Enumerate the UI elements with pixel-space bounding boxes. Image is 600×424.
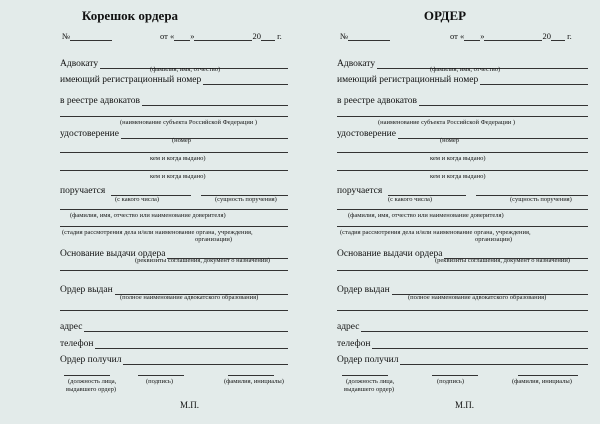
entrusted-row[interactable] [337,182,588,196]
issued-caption-2: кем и когда выдано) [150,173,206,180]
reg-label: имеющий регистрационный номер [60,75,202,85]
signature-sig-line[interactable] [138,375,184,376]
from-caption: (с какого числа) [388,196,433,203]
subject-line[interactable] [337,116,588,117]
date-year: 20 [252,31,261,41]
reg-label: имеющий регистрационный номер [337,75,479,85]
essence-caption: (сущность поручения) [510,196,572,203]
stage-caption-1: (стадия рассмотрения дела и/или наименование органа, учреждения, [340,229,531,236]
issued-caption-2: кем и когда выдано) [430,173,486,180]
advocate-caption: (фамилия, имя, отчество) [430,66,501,73]
position-sig-line[interactable] [64,375,110,376]
issued-by-caption: (полное наименование адвокатского образования) [408,294,547,301]
number-prefix: № [62,31,71,41]
stub-number[interactable] [62,31,112,41]
reg-row[interactable] [60,71,288,85]
received-row[interactable] [60,351,288,365]
date-year: 20 [542,31,551,41]
basis-label: Основание выдачи ордера [60,249,166,259]
received-label: Ордер получил [60,355,122,365]
name-sig-line[interactable] [228,375,274,376]
stub-date[interactable] [160,31,282,41]
order [300,0,600,424]
id-caption: (номер [172,137,192,144]
order-number[interactable] [340,31,390,41]
basis-line-2[interactable] [337,270,588,271]
issued-line-2[interactable] [60,170,288,171]
basis-caption: (реквизиты соглашения, документ о назначении) [135,257,270,264]
essence-caption: (сущность поручения) [215,196,277,203]
received-label: Ордер получил [337,355,399,365]
stamp-label: М.П. [180,400,200,410]
order-date[interactable] [450,31,572,41]
subject-caption: (наименование субъекта Российской Федерации ) [120,119,258,126]
received-row[interactable] [337,351,588,365]
registry-label: в реестре адвокатов [337,96,418,106]
id-caption: (номер [440,137,460,144]
advocate-label: Адвокату [337,59,376,69]
issued-by-line-2[interactable] [60,310,288,311]
registry-row[interactable] [337,92,588,106]
address-row[interactable] [60,318,288,332]
sig-position-2: выдавшего ордер) [66,386,116,393]
issued-line-2[interactable] [337,170,588,171]
subject-caption: (наименование субъекта Российской Федерации ) [378,119,516,126]
from-caption: (с какого числа) [115,196,160,203]
date-mid: » [190,31,195,41]
stage-caption-1: (стадия рассмотрения дела и/или наименование органа, учреждения, [62,229,253,236]
address-label: адрес [60,322,83,332]
stage-caption-2: организации) [475,236,513,243]
principal-caption: (фамилия, имя, отчество или наименование доверителя) [348,212,504,219]
signature-sig-line[interactable] [432,375,478,376]
entrusted-label: поручается [60,186,106,196]
id-row[interactable] [337,125,588,139]
phone-row[interactable] [337,335,588,349]
sig-signature: (подпись) [437,378,464,385]
id-label: удостоверение [60,129,119,139]
advocate-caption: (фамилия, имя, отчество) [150,66,221,73]
principal-caption: (фамилия, имя, отчество или наименование доверителя) [70,212,226,219]
stamp-label: М.П. [455,400,475,410]
principal-line[interactable] [60,209,288,210]
date-suffix: г. [567,31,572,41]
sig-position-2: выдавшего ордер) [344,386,394,393]
date-prefix: от « [450,31,465,41]
sig-signature: (подпись) [146,378,173,385]
number-prefix: № [340,31,349,41]
stage-line[interactable] [60,226,288,227]
sig-name: (фамилия, инициалы) [224,378,284,385]
issued-by-caption: (полное наименование адвокатского образования) [120,294,259,301]
sig-name: (фамилия, инициалы) [512,378,572,385]
entrusted-row[interactable] [60,182,288,196]
issued-by-row[interactable] [337,281,588,295]
stub-title: Корешок ордера [81,8,179,23]
issued-caption: кем и когда выдано) [150,155,206,162]
principal-line[interactable] [337,209,588,210]
date-prefix: от « [160,31,175,41]
name-sig-line[interactable] [518,375,578,376]
basis-label: Основание выдачи ордера [337,249,443,259]
stage-line[interactable] [337,226,588,227]
phone-row[interactable] [60,335,288,349]
issued-by-label: Ордер выдан [337,285,390,295]
sig-position-1: (должность лица, [68,378,117,385]
date-mid: » [480,31,485,41]
advocate-label: Адвокату [60,59,99,69]
reg-row[interactable] [337,71,588,85]
issued-line[interactable] [337,152,588,153]
phone-label: телефон [337,339,371,349]
issued-by-row[interactable] [60,281,288,295]
stage-caption-2: организации) [195,236,233,243]
date-suffix: г. [277,31,282,41]
entrusted-label: поручается [337,186,383,196]
phone-label: телефон [60,339,94,349]
sig-position-1: (должность лица, [346,378,395,385]
address-label: адрес [337,322,360,332]
issued-line[interactable] [60,152,288,153]
id-label: удостоверение [337,129,396,139]
issued-caption: кем и когда выдано) [430,155,486,162]
address-row[interactable] [337,318,588,332]
position-sig-line[interactable] [342,375,388,376]
basis-line-2[interactable] [60,270,288,271]
basis-caption: (реквизиты соглашения, документ о назначении) [435,257,570,264]
issued-by-line-2[interactable] [337,310,588,311]
registry-label: в реестре адвокатов [60,96,141,106]
order-title: ОРДЕР [423,8,467,23]
issued-by-label: Ордер выдан [60,285,113,295]
subject-line[interactable] [60,116,288,117]
registry-row[interactable] [60,92,288,106]
